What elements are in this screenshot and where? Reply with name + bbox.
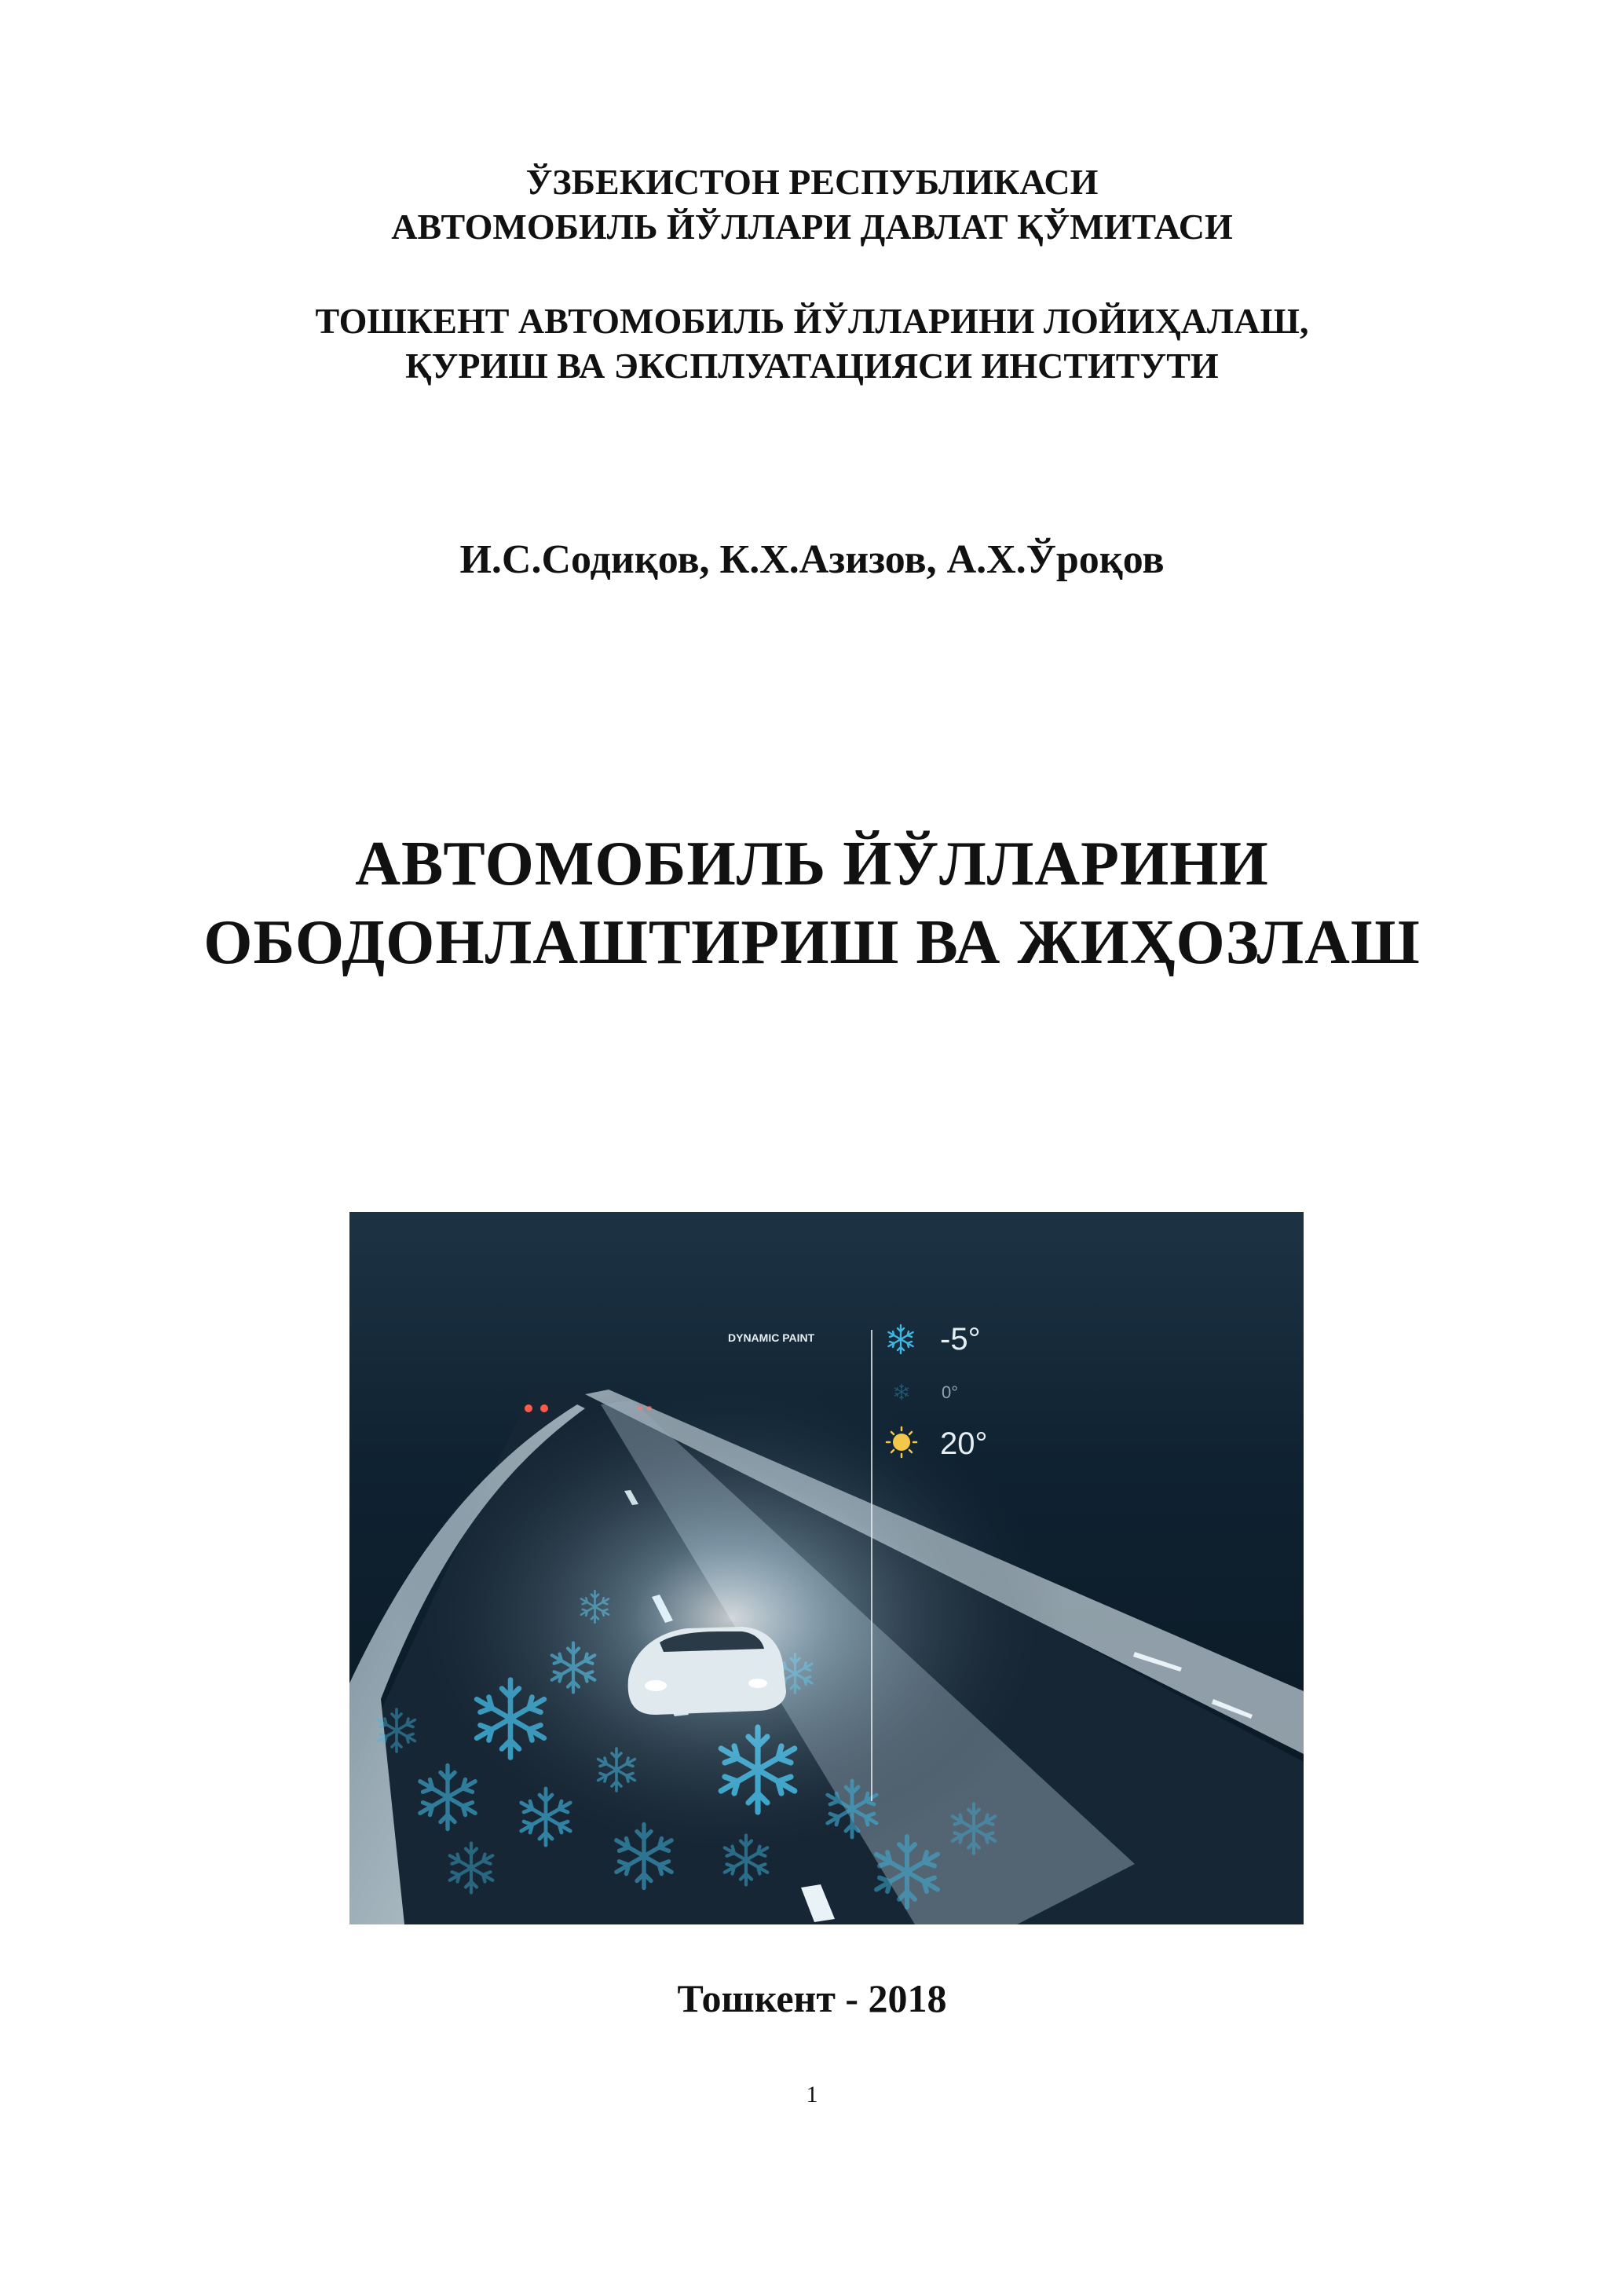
temp-zero: 0° — [942, 1382, 959, 1402]
title-line-2: ОБОДОНЛАШТИРИШ ВА ЖИҲОЗЛАШ — [203, 908, 1421, 977]
institute-line-2: ҚУРИШ ВА ЭКСПЛУАТАЦИЯСИ ИНСТИТУТИ — [405, 346, 1219, 386]
cover-image — [349, 1212, 1304, 1924]
city-year: Тошкент - 2018 — [677, 1976, 947, 2020]
authors: И.С.Содиқов, К.Х.Азизов, А.Х.Ўроқов — [459, 537, 1165, 582]
page-number: 1 — [806, 2082, 818, 2107]
headlight-glow — [349, 1212, 1304, 1924]
ministry-line-1: ЎЗБЕКИСТОН РЕСПУБЛИКАСИ — [525, 162, 1099, 202]
temp-warm: 20° — [940, 1426, 988, 1461]
title-line-1: АВТОМОБИЛЬ ЙЎЛЛАРИНИ — [355, 829, 1269, 899]
dynamic-paint-label: DYNAMIC PAINT — [728, 1331, 815, 1344]
institute-line-1: ТОШКЕНТ АВТОМОБИЛЬ ЙЎЛЛАРИНИ ЛОЙИҲАЛАШ, — [315, 301, 1309, 341]
ministry-line-2: АВТОМОБИЛЬ ЙЎЛЛАРИ ДАВЛАТ ҚЎМИТАСИ — [391, 207, 1233, 247]
temp-cold: -5° — [940, 1322, 981, 1357]
